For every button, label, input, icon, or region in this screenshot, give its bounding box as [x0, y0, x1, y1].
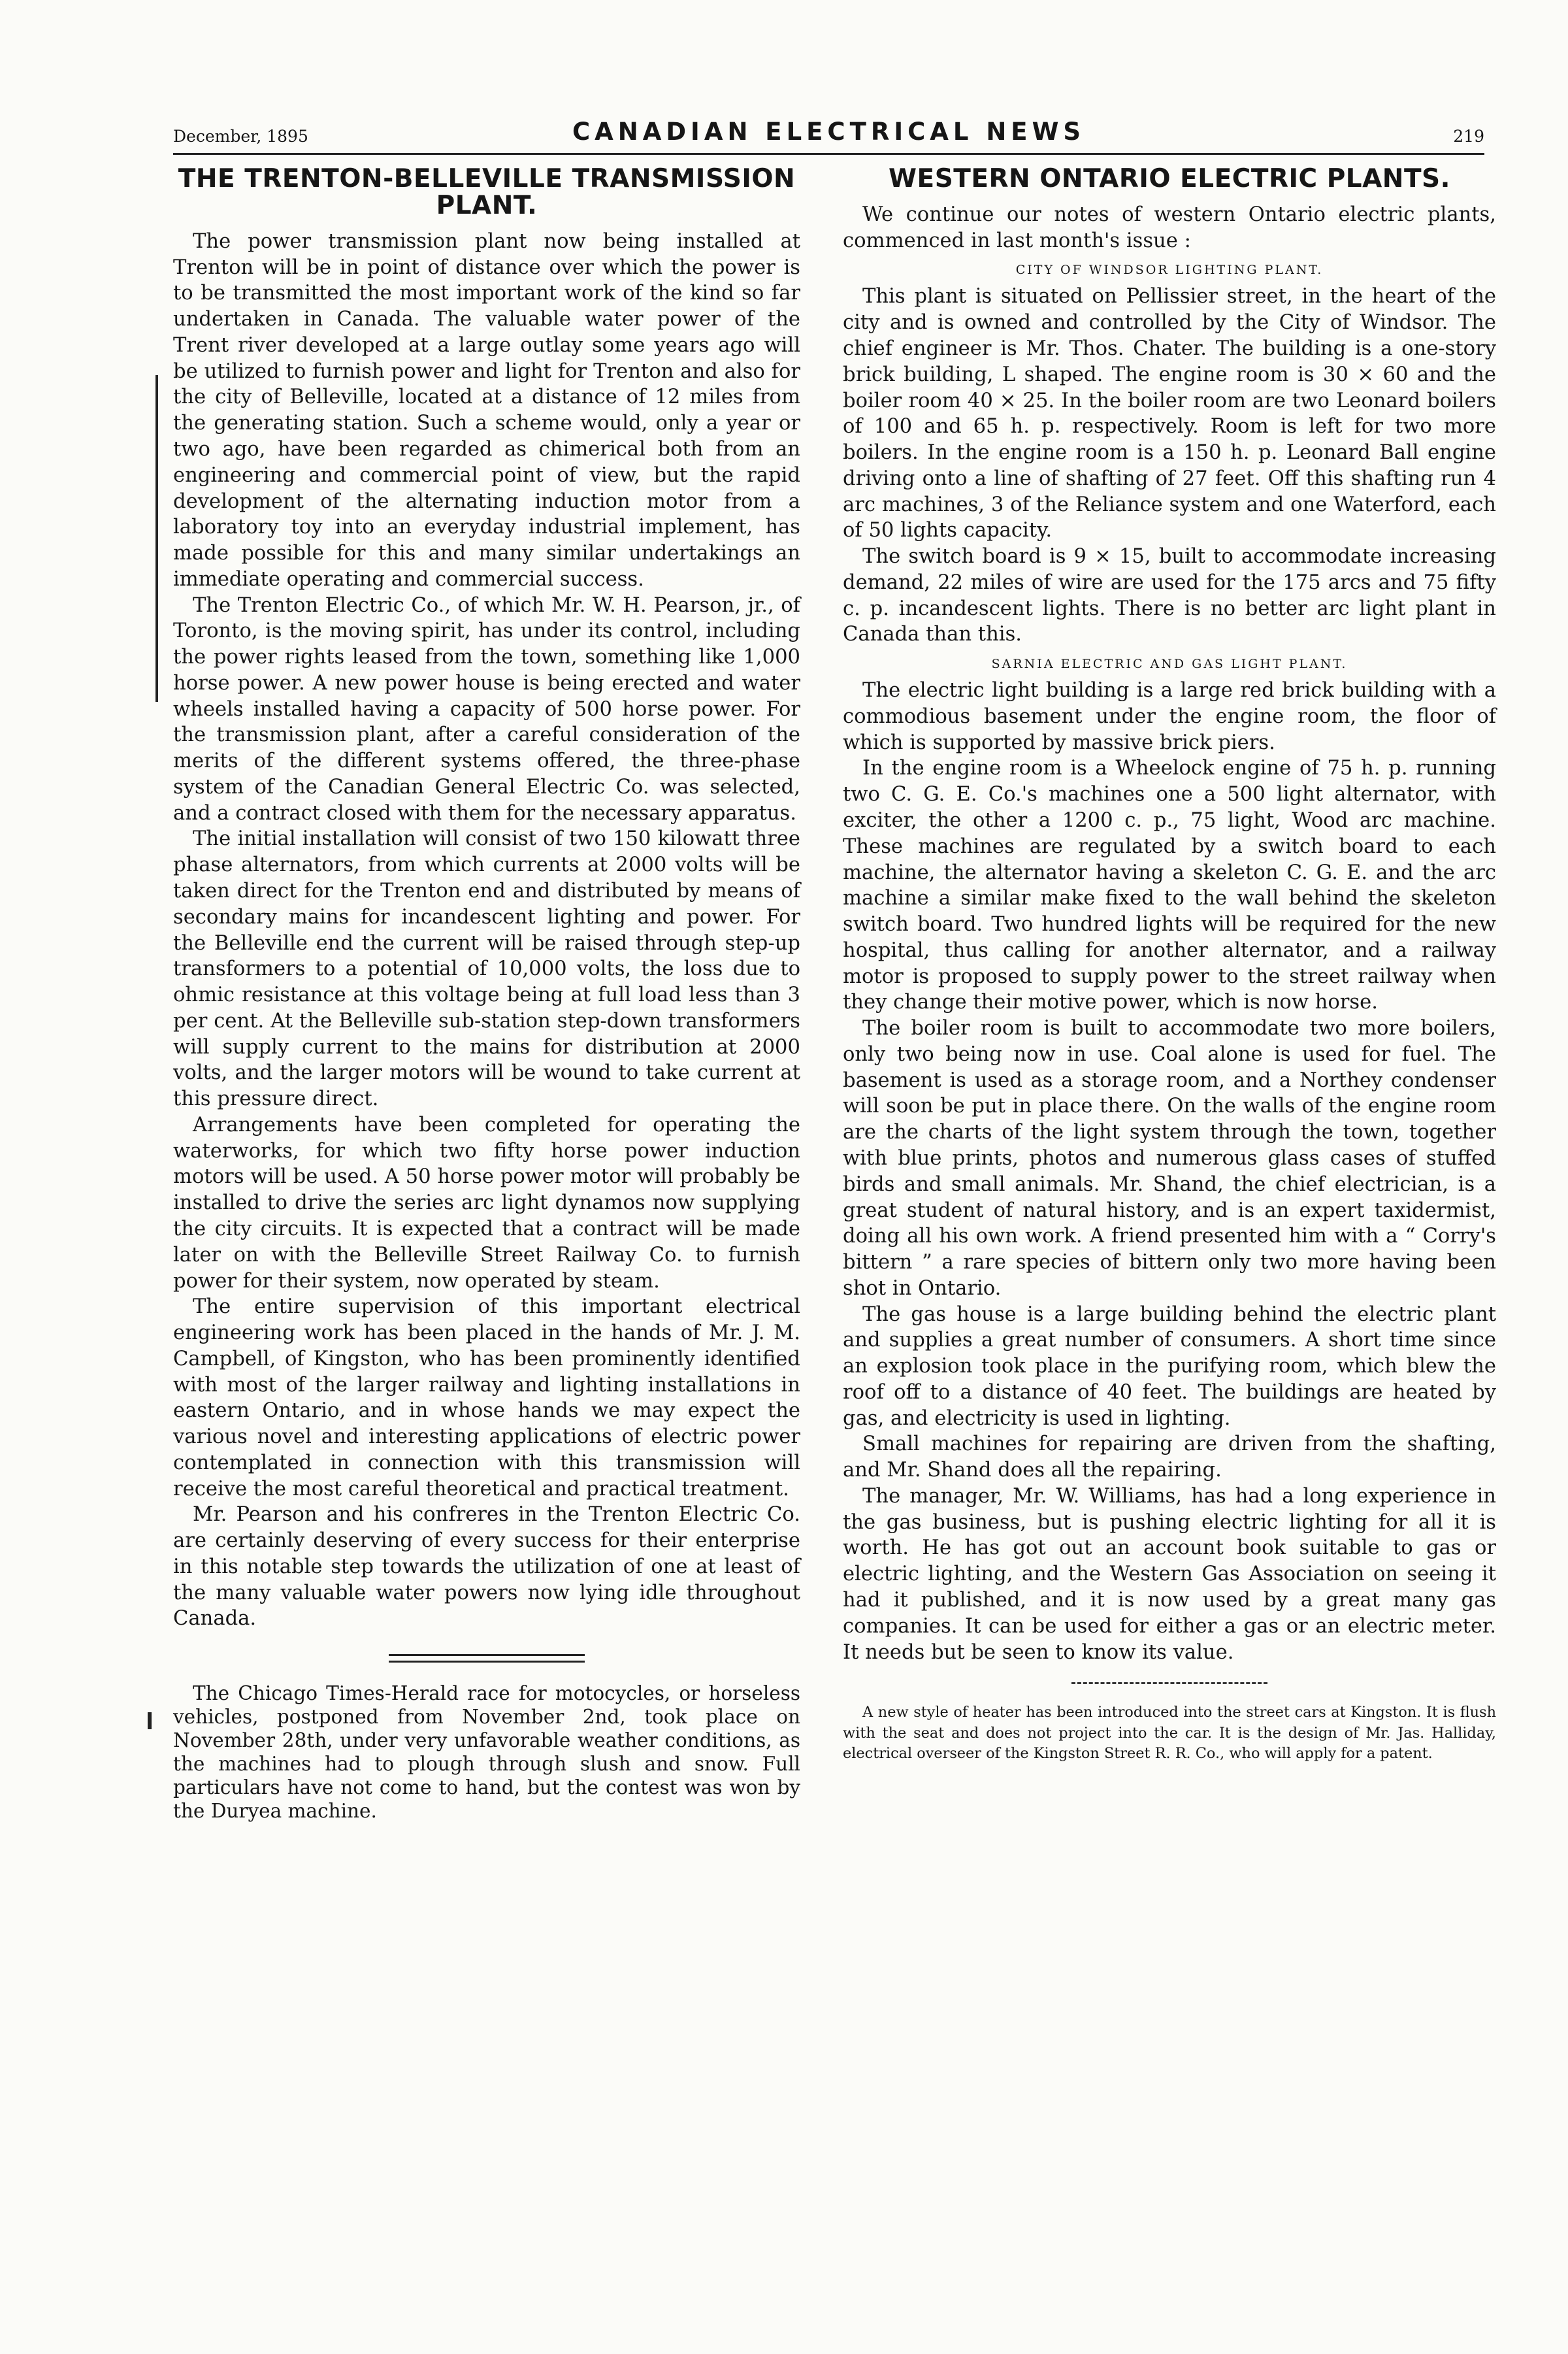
paragraph: The initial installation will consist of two 150 kilowatt three phase alternators, from which currents at 2000 volts will be taken direct for the Trenton end and distributed by means of secondary mains for incandescent lighting and power. For the Belleville end the current will be raised through step-up transformers to a potential of 10,000 volts, the loss due to ohmic resistance at this voltage being at full load less than 3 per cent. At the Belleville sub-station step-down transformers will supply current to the mains for distribution at 2000 volts, and the larger motors will be wound to take current at this pressure direct.: [173, 827, 800, 1111]
paragraph: Small machines for repairing are driven from the shafting, and Mr. Shand does all the repairing.: [843, 1433, 1496, 1482]
paragraph: The boiler room is built to accommodate two more boilers, only two being now in use. Coal alone is used for fuel. The basement is used as a storage room, and a Northey condenser will soon be put in place there. On the walls of the engine room are the charts of the light system through the town, together with blue prints, photos and numerous glass cases of stuffed birds and small animals. Mr. Shand, the chief electrician, is a great student of natural history, and is an expert taxidermist, doing all his own work. A friend presented him with a “ Corry's bittern ” a rare species of bittern only two more having been shot in Ontario.: [843, 1017, 1496, 1300]
page-number: 219: [1453, 127, 1484, 146]
article-intro: We continue our notes of western Ontario electric plants, commenced in last month's issue :: [843, 203, 1496, 252]
masthead: CANADIAN ELECTRICAL NEWS: [572, 118, 1086, 146]
article-title-trenton: THE TRENTON-BELLEVILLE TRANSMISSION PLANT.: [178, 164, 796, 220]
brief-chicago-race: The Chicago Times-Herald race for motocycles, or horseless vehicles, postponed from November 2nd, took place on November 28th, under very unfavorable weather conditions, as the machines had to plough through slush and snow. Full particulars have not come to hand, but the contest was won by the Duryea machine.: [173, 1682, 800, 1823]
paragraph: The power transmission plant now being installed at Trenton will be in point of distance over which the power is to be transmitted the most important work of the kind so far undertaken in Canada. The valuable water power of the Trent river developed at a large outlay some years ago will be utilized to furnish power and light for Trenton and also for the city of Belleville, located at a distance of 12 miles from the generating station. Such a scheme would, only a year or two ago, have been regarded as chimerical both from an engineering and commercial point of view, but the rapid development of the alternating induction motor from a laboratory toy into an everyday industrial implement, has made possible for this and many similar undertakings an immediate operating and commercial success.: [173, 229, 800, 591]
paragraph: The Trenton Electric Co., of which Mr. W. H. Pearson, jr., of Toronto, is the moving spirit, has under its control, including the power rights leased from the town, something like 1,000 horse power. A new power house is being erected and water wheels installed having a capacity of 500 horse power. For the transmission plant, after a careful consideration of the merits of the different systems offered, the three-phase system of the Canadian General Electric Co. was selected, and a contract closed with them for the necessary apparatus.: [173, 593, 800, 825]
paragraph: Mr. Pearson and his confreres in the Trenton Electric Co. are certainly deserving of every success for their enterprise in this notable step towards the utilization of one at least of the many valuable water powers now lying idle throughout Canada.: [173, 1503, 800, 1631]
paragraph: The gas house is a large building behind the electric plant and supplies a great number of consumers. A short time since an explosion took place in the purifying room, which blew the roof off to a distance of 40 feet. The buildings are heated by gas, and electricity is used in lighting.: [843, 1302, 1496, 1430]
paragraph: The entire supervision of this important electrical engineering work has been placed in the hands of Mr. J. M. Campbell, of Kingston, who has been prominently identified with most of the larger railway and lighting installations in eastern Ontario, and in whose hands we may expect the various novel and interesting applications of electric power contemplated in connection with this transmission will receive the most careful theoretical and practical treatment.: [173, 1295, 800, 1500]
issue-date: December, 1895: [173, 127, 308, 146]
section-divider: [389, 1654, 585, 1663]
paragraph: Arrangements have been completed for operating the waterworks, for which two fifty horse power induction motors will be used. A 50 horse power motor will probably be installed to drive the series arc light dynamos now supplying the city circuits. It is expected that a contract will be made later on with the Belleville Street Railway Co. to furnish power for their system, now operated by steam.: [173, 1113, 800, 1293]
page-header: [173, 118, 1484, 155]
paragraph: The manager, Mr. W. Williams, has had a long experience in the gas business, but is pushing electric lighting for all it is worth. He has got out an account book suitable to gas or electric lighting, and the Western Gas Association on seeing it had it published, and it is now used by a great many gas companies. It can be used for either a gas or an electric meter. It needs but be seen to know its value.: [843, 1484, 1496, 1664]
right-column: [843, 166, 1496, 1764]
paragraph: The switch board is 9 × 15, built to accommodate increasing demand, 22 miles of wire are used for the 175 arcs and 75 fifty c. p. incandescent lights. There is no better arc light plant in Canada than this.: [843, 545, 1496, 646]
section-divider: [1071, 1682, 1267, 1684]
subtitle-windsor: CITY OF WINDSOR LIGHTING PLANT.: [1015, 263, 1324, 278]
margin-tick-mark: [148, 1712, 152, 1729]
left-column: [173, 166, 800, 1823]
brief-kingston-heater: A new style of heater has been introduced into the street cars at Kingston. It is flush with the seat and does not project into the car. It is the design of Mr. Jas. Halliday, electrical overseer of the Kingston Street R. R. Co., who will apply for a patent.: [843, 1704, 1496, 1762]
paragraph: In the engine room is a Wheelock engine of 75 h. p. running two C. G. E. Co.'s machines one a 500 light alternator, with exciter, the other a 1200 c. p., 75 light, Wood arc machine. These machines are regulated by a switch board to each machine, the alternator having a skeleton C. G. E. and the arc machine a similar make fixed to the wall behind the skeleton switch board. Two hundred lights will be required for the new hospital, thus calling for another alternator, and a railway motor is proposed to supply power to the street railway when they change their motive power, which is now horse.: [843, 757, 1496, 1014]
article-title-western-ontario: WESTERN ONTARIO ELECTRIC PLANTS.: [889, 164, 1450, 193]
subtitle-sarnia: SARNIA ELECTRIC AND GAS LIGHT PLANT.: [991, 657, 1348, 672]
paragraph: This plant is situated on Pellissier street, in the heart of the city and is owned and controlled by the City of Windsor. The chief engineer is Mr. Thos. Chater. The building is a one-story brick building, L shaped. The engine room is 30 × 60 and the boiler room 40 × 25. In the boiler room are two Leonard boilers of 100 and 65 h. p. respectively. Room is left for two more boilers. In the engine room is a 150 h. p. Leonard Ball engine driving onto a line of shafting of 27 feet. Off this shafting run 4 arc machines, 3 of the Reliance system and one Waterford, each of 50 lights capacity.: [843, 285, 1496, 542]
margin-bracket-mark: [155, 375, 158, 702]
paragraph: The electric light building is a large red brick building with a commodious basement under the engine room, the floor of which is supported by massive brick piers.: [843, 679, 1496, 754]
